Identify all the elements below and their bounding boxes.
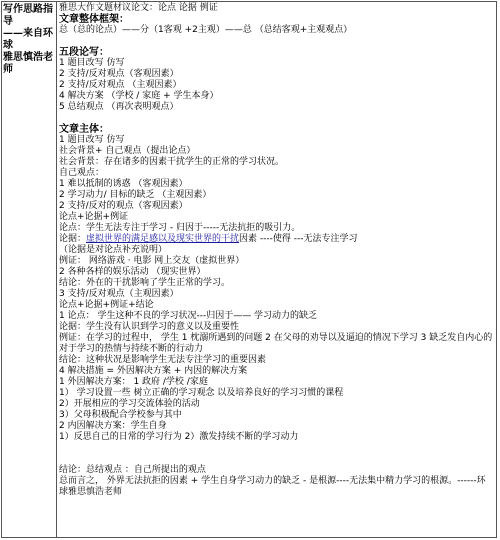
left-source-line1: ——来自环球 — [3, 28, 53, 51]
right-column — [59, 3, 497, 498]
body-line: 论点：学生无法专注于学习 - 归因于-----无法抗拒的吸引力。 — [59, 223, 301, 233]
body-line: 2 各种各样的娱乐活动 （现实世界） — [59, 267, 206, 277]
argument-link[interactable]: 虚拟世界的满足感以及现实世界的干扰 — [86, 234, 240, 244]
body-line: 1）反思自己的日常的学习行为 2）激发持续不断的学习动力 — [59, 432, 299, 442]
frame-title: 文章整体框架： — [59, 14, 129, 25]
body-line: 1 论点： 学生这种不良的学习状况---归因于—— 学习动力的缺乏 — [59, 311, 318, 321]
left-title-line2: 导 — [3, 16, 13, 27]
five-item: 2 支持/反对观点（客观因素） — [59, 69, 179, 79]
body-line: （论据是对论点补充说明） — [59, 245, 168, 255]
body-line: 结论：这种状况是影响学生无法专注学习的重要因素 — [59, 355, 267, 365]
left-title-line1: 写作思路指 — [3, 4, 53, 15]
body-line: 2 支持/反对的观点（客观因素） — [59, 201, 188, 211]
final-paragraph: 总而言之， 外界无法抗拒的因素 + 学生自身学习动力的缺乏 - 是根源----无法集中精力学习的根源。------环球雅思慎浩老师 — [59, 476, 486, 497]
body-title: 文章主体： — [59, 124, 109, 135]
spacer — [59, 443, 497, 454]
body-line: 3）父母积极配合学校参与其中 — [59, 410, 182, 420]
body-line: 2 内因解决方案：学生自身 — [59, 421, 167, 431]
frame-text: 总（总的论点）——分（1客观 +2主观）——总 （总结客观+主观观点） — [59, 25, 353, 35]
argument-line — [59, 234, 497, 245]
body-line: 4 解决措施 = 外因解决方案 + 内因的解决方案 — [59, 366, 248, 376]
argument-suffix: 因素 ----使得 ---无法专注学习 — [239, 234, 358, 244]
body-line: 2）开展相应的学习交流体验的活动 — [59, 399, 200, 409]
body-line: 3 支持/反对观点（主观因素） — [59, 289, 179, 299]
body-line: 社会背景+ 自己观点（提出论点） — [59, 146, 196, 156]
example-paragraph: 例证：在学习的过程中， 学生 1 枕溺所遇到的问题 2 在父母的劝导以及逼迫的情况下学习 3 缺乏发自内心的对于学习的热情与持续不断的行动力 — [59, 333, 493, 354]
left-column — [3, 4, 55, 76]
spacer — [59, 36, 497, 47]
column-divider — [56, 1, 57, 538]
body-line: 1 难以抵制的诱惑 （客观因素） — [59, 179, 188, 189]
body-line: 结论：外在的干扰影响了学生正常的学习。 — [59, 278, 231, 288]
body-line: 论点+论据+例证 — [59, 212, 129, 222]
body-line: 自己观点： — [59, 168, 105, 178]
body-line: 2 学习动力/ 目标的缺乏 （主观因素） — [59, 190, 212, 200]
conclusion-line: 结论：总结观点 ：自己所提出的观点 — [59, 465, 206, 475]
left-source-line3: 师 — [3, 64, 13, 75]
body-line: 1） 学习设置一些 树立正确的学习观念 以及培养良好的学习习惯的课程 — [59, 388, 344, 398]
spacer — [59, 454, 497, 465]
header-line: 雅思大作文题材议论文：论点 论据 例证 — [59, 3, 218, 13]
five-item: 2 支持/反对观点 （主观因素） — [59, 80, 182, 90]
five-item: 1 题目改写 仿写 — [59, 58, 125, 68]
body-line: 例证： 网络游戏 · 电影 网上交友（虚拟世界） — [59, 256, 245, 266]
argument-prefix: 论据： — [59, 234, 87, 244]
five-title: 五段论写： — [59, 47, 109, 58]
body-line: 社会背景：存在诸多的因素干扰学生的正常的学习状况。 — [59, 157, 285, 167]
body-line: 1 外因解决方案： 1 政府 /学校 /家庭 — [59, 377, 208, 387]
five-item: 4 解决方案 （学校 / 家庭 + 学生本身） — [59, 91, 219, 101]
body-line: 1 题目改写 仿写 — [59, 135, 125, 145]
five-item: 5 总结观点 （再次表明观点） — [59, 102, 179, 112]
body-line: 论点+论据+例证+结论 — [59, 300, 154, 310]
spacer — [59, 113, 497, 124]
body-line: 论据：学生没有认识到学习的意义以及重要性 — [59, 322, 240, 332]
left-source-line2: 雅思慎浩老 — [3, 52, 53, 63]
